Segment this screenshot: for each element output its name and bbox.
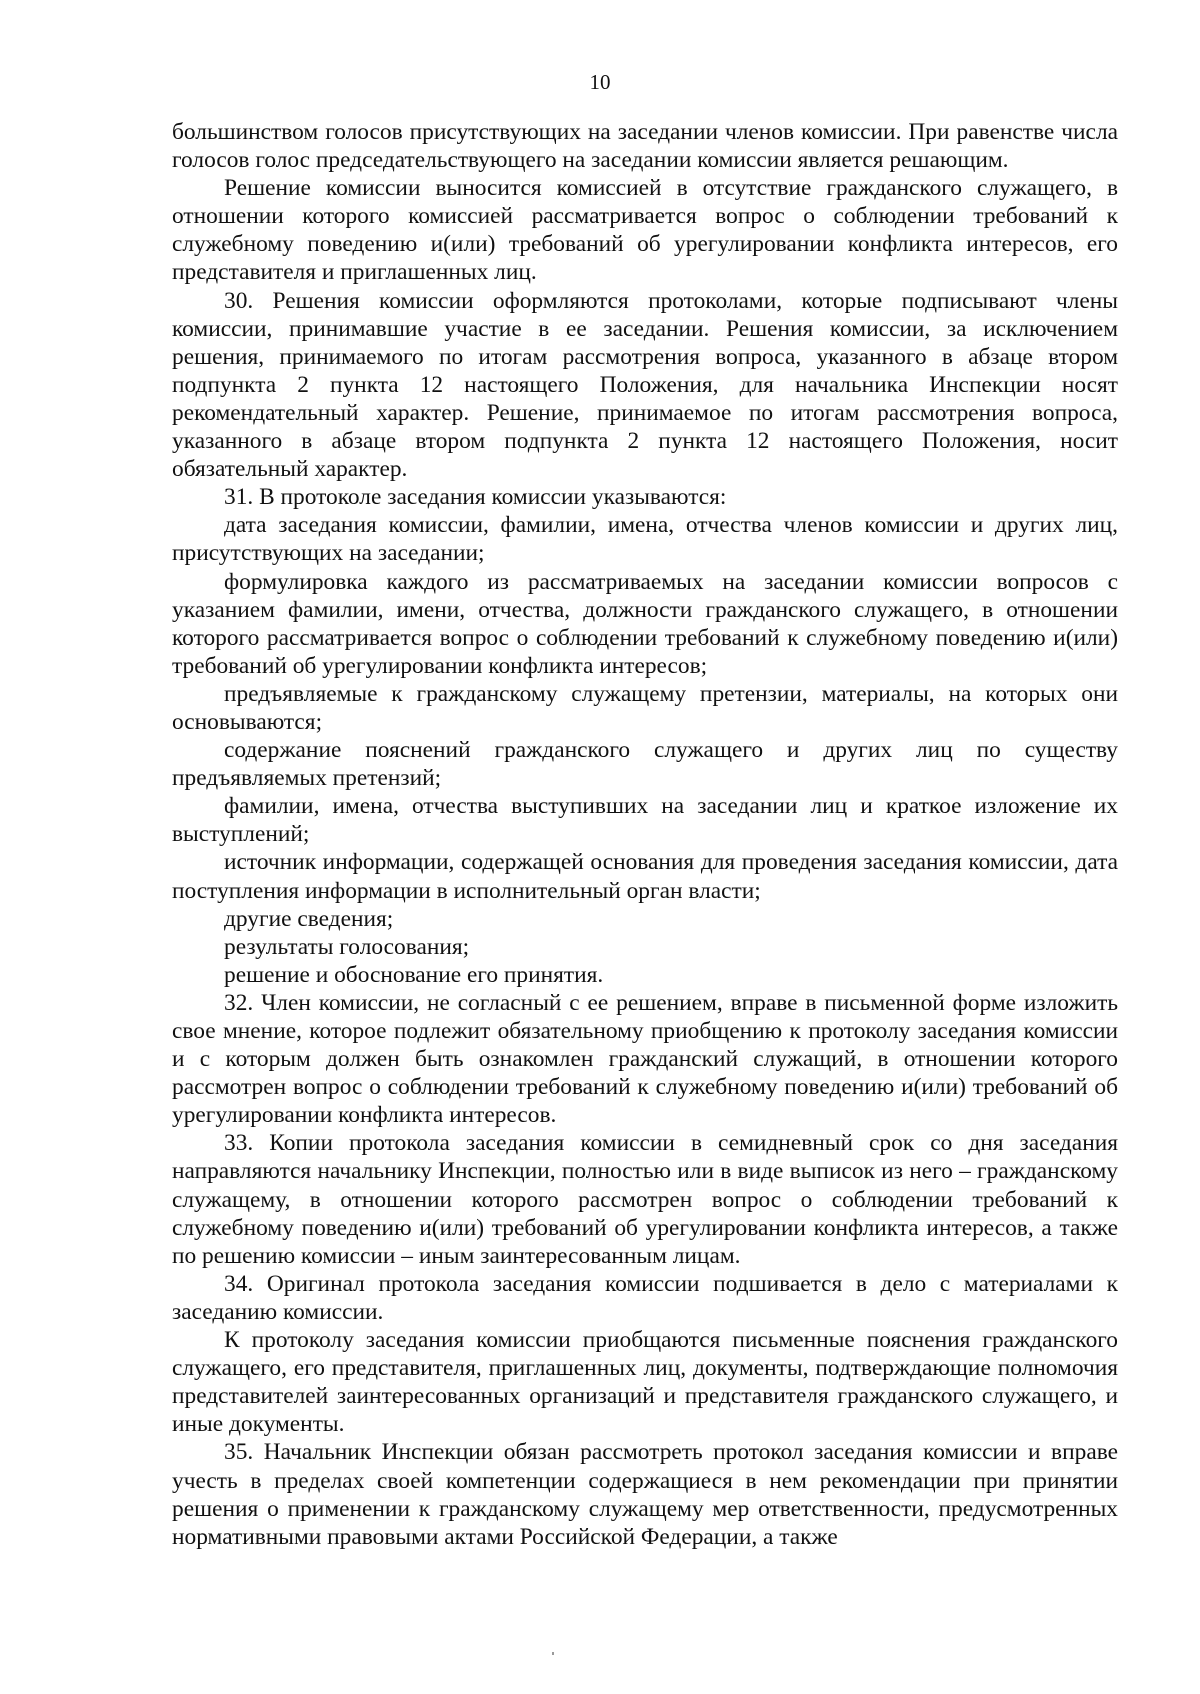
paragraph-32: 32. Член комиссии, не согласный с ее решением, вправе в письменной форме изложить свое мнение, которое подлежит обязательному приобщению к протоколу заседания комиссии и с которым должен быть ознакомлен гражданский служащий, в отношении которого рассмотрен вопрос о соблюдении требований к служебному поведению и(или) требований об урегулировании конфликта интересов. <box>172 989 1118 1129</box>
paragraph-attachments: К протоколу заседания комиссии приобщаются письменные пояснения гражданского служащего, его представителя, приглашенных лиц, документы, подтверждающие полномочия представителей заинтересованных организаций и представителя гражданского служащего, и иные документы. <box>172 1327 1118 1438</box>
paragraph-33: 33. Копии протокола заседания комиссии в семидневный срок со дня заседания направляются начальнику Инспекции, полностью или в виде выписок из него – гражданскому служащему, в отношении которого рассмотрен вопрос о соблюдении требований к служебному поведению и(или) требований об урегулировании конфликта интересов, а также по решению комиссии – иным заинтересованным лицам. <box>172 1130 1118 1269</box>
list-item-voting-results: результаты голосования; <box>224 933 470 960</box>
list-item-explanations: содержание пояснений гражданского служащего и других лиц по существу предъявляемых претензий; <box>172 737 1118 792</box>
list-item-speakers: фамилии, имена, отчества выступивших на заседании лиц и краткое изложение их выступлений; <box>172 793 1118 848</box>
list-item-meeting-date: дата заседания комиссии, фамилии, имена, отчества членов комиссии и других лиц, присутствующих на заседании; <box>172 512 1118 567</box>
document-body <box>172 118 1118 1551</box>
page-number: 10 <box>589 70 611 94</box>
scan-artifact <box>552 1652 554 1655</box>
paragraph-31: 31. В протоколе заседания комиссии указываются: <box>224 484 727 511</box>
paragraph-34: 34. Оригинал протокола заседания комиссии подшивается в дело с материалами к заседанию комиссии. <box>172 1270 1118 1325</box>
paragraph-decision-absence: Решение комиссии выносится комиссией в отсутствие гражданского служащего, в отношении которого комиссией рассматривается вопрос о соблюдении требований к служебному поведению и(или) требований об урегулировании конфликта интересов, его представителя и приглашенных лиц. <box>172 175 1118 286</box>
list-item-claims: предъявляемые к гражданскому служащему претензии, материалы, на которых они основываются; <box>172 680 1118 735</box>
list-item-decision-rationale: решение и обоснование его принятия. <box>224 961 604 988</box>
list-item-question-wording: формулировка каждого из рассматриваемых на заседании комиссии вопросов с указанием фамилии, имени, отчества, должности гражданского служащего, в отношении которого рассматривается вопрос о соблюдении требований к служебному поведению и(или) требований об урегулировании конфликта интересов; <box>172 568 1118 679</box>
paragraph-30: 30. Решения комиссии оформляются протоколами, которые подписывают члены комиссии, принимавшие участие в ее заседании. Решения комиссии, за исключением решения, принимаемого по итогам рассмотрения вопроса, указанного в абзаце втором подпункта 2 пункта 12 настоящего Положения, для начальника Инспекции носят рекомендательный характер. Решение, принимаемое по итогам рассмотрения вопроса, указанного в абзаце втором подпункта 2 пункта 12 настоящего Положения, носит обязательный характер. <box>172 287 1118 483</box>
paragraph-35: 35. Начальник Инспекции обязан рассмотреть протокол заседания комиссии и вправе учесть в пределах своей компетенции содержащиеся в нем рекомендации при принятии решения о применении к гражданскому служащему мер ответственности, предусмотренных нормативными правовыми актами Российской Федерации, а также <box>172 1439 1118 1550</box>
list-item-other-info: другие сведения; <box>224 905 394 932</box>
list-item-information-source: источник информации, содержащей основания для проведения заседания комиссии, дата поступления информации в исполнительный орган власти; <box>172 849 1118 904</box>
paragraph-continuation: большинством голосов присутствующих на заседании членов комиссии. При равенстве числа голосов голос председательствующего на заседании комиссии является решающим. <box>172 119 1118 174</box>
